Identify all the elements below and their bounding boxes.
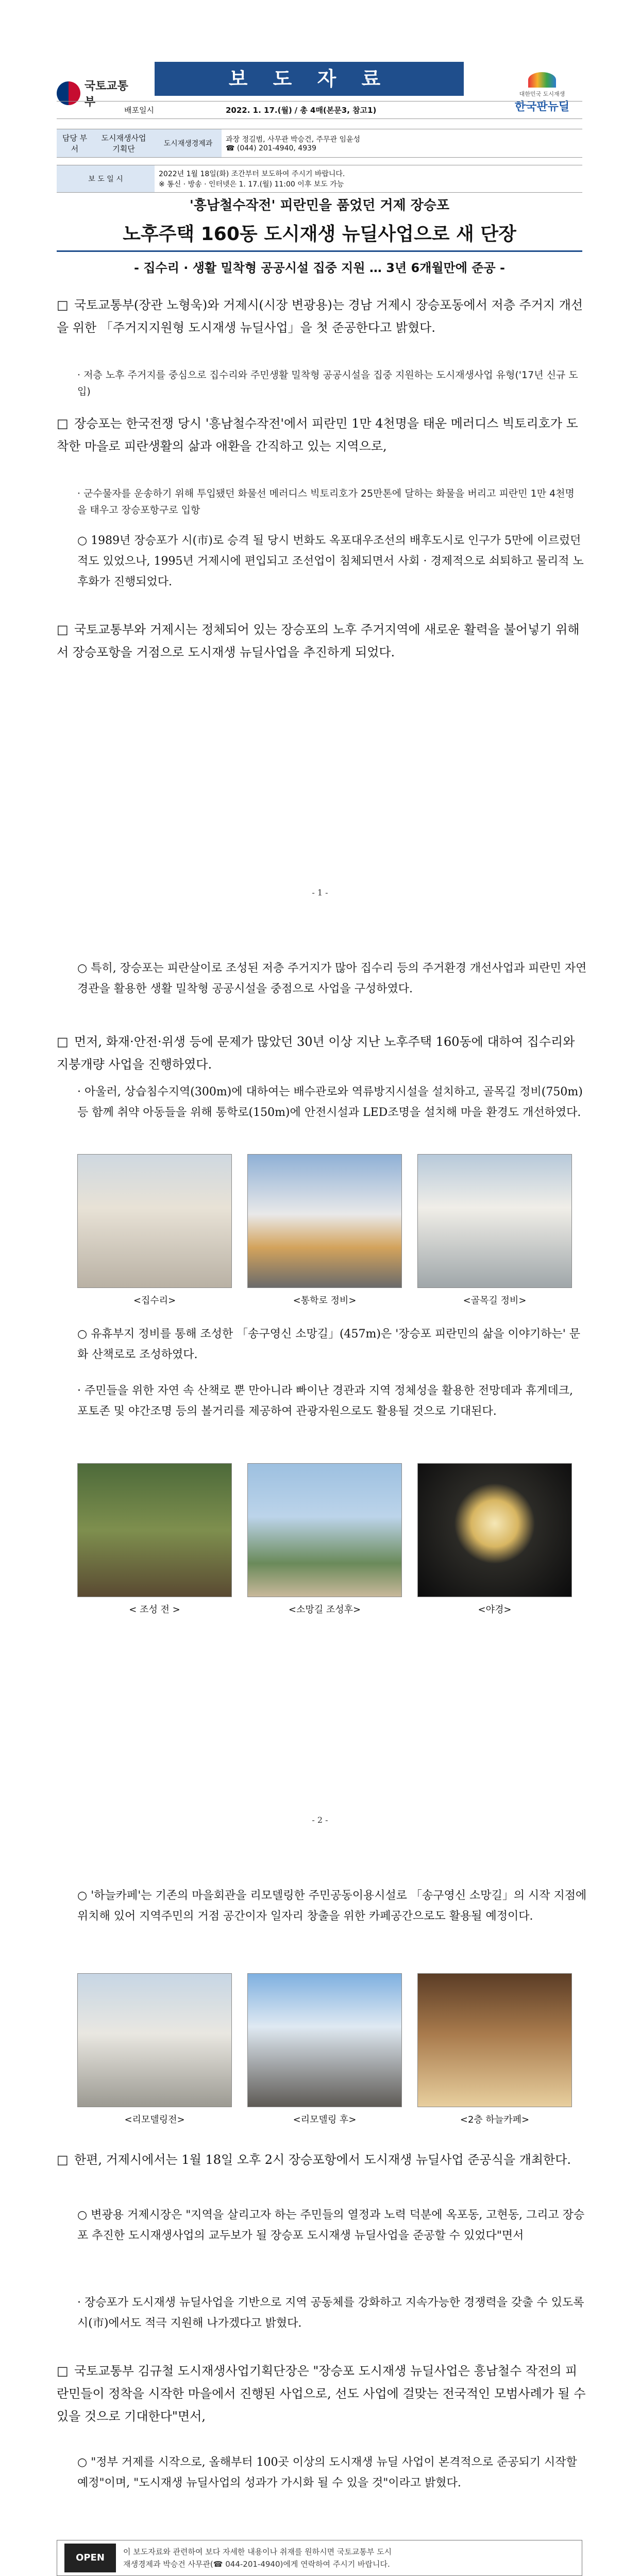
dept-label: 담당 부서 bbox=[57, 129, 93, 158]
photo-school-route bbox=[247, 1154, 402, 1288]
open-license-icon: OPEN bbox=[64, 2544, 116, 2572]
caption-sky-cafe: <2층 하늘카페> bbox=[460, 2114, 530, 2125]
photo-hope-road bbox=[247, 1463, 402, 1597]
note-1: · 저층 노후 주거지를 중심으로 집수리와 주민생활 밀착형 공공시설을 집중 지원하는 도시재생사업 유형('17년 신규 도입) bbox=[77, 369, 578, 397]
caption-before-remodel: <리모델링전> bbox=[124, 2114, 185, 2125]
p3-paragraph-2: □ 한편, 거제시에서는 1월 18일 오후 2시 장승포항에서 도시재생 뉴딜사업 준공식을 개최한다. bbox=[57, 2153, 571, 2167]
photo-alley bbox=[417, 1154, 572, 1288]
paragraph-1: □ 국토교통부(장관 노형욱)와 거제시(시장 변광용)는 경남 거제시 장승포동에서 저층 주거지 개선을 위한 「주거지지원형 도시재생 뉴딜사업」을 첫 준공한다고 밝혔다. bbox=[57, 298, 583, 335]
p2-paragraph-3: · 아울러, 상습침수지역(300m)에 대하여는 배수관로와 역류방지시설을 설치하고, 골목길 정비(750m) 등 함께 취약 아동들을 위해 통학로(150m)에 안전시설과 LED조명을 설치해 마을 환경도 개선하였다. bbox=[77, 1086, 583, 1119]
dept-contacts: 과장 정길범, 사무관 박승건, 주무관 임윤성 ☎ (044) 201-4940, 4939 bbox=[222, 129, 582, 158]
paragraph-3: ○ 1989년 장승포가 시(市)로 승격 될 당시 번화도 옥포대우조선의 배후도시로 인구가 5만에 이르렀던 적도 있었으나, 1995년 거제시에 편입되고 조선업이 침체되면서 사회 · 경제적으로 쇠퇴하고 물리적 노후화가 진행되었다. bbox=[77, 534, 584, 588]
dept-table bbox=[57, 129, 582, 158]
p3-paragraph-4: · 장승포가 도시재생 뉴딜사업을 기반으로 지역 공동체를 강화하고 지속가능한 경쟁력을 갖출 수 있도록 시(市)에서도 적극 지원해 나가겠다고 밝혔다. bbox=[77, 2296, 584, 2330]
headline-main: 노후주택 160동 도시재생 뉴딜사업으로 새 단장 bbox=[123, 224, 516, 245]
new-deal-logo-sub: 대한민국 도시재생 bbox=[519, 91, 565, 97]
p3-paragraph-6: ○ "정부 거제를 시작으로, 올해부터 100곳 이상의 도시재생 뉴딜 사업이 본격적으로 준공되기 시작할 예정"이며, "도시재생 뉴딜사업의 성과가 가시화 될 수 있을 것"이라고 밝혔다. bbox=[77, 2456, 577, 2489]
p2-paragraph-4: ○ 유휴부지 정비를 통해 조성한 「송구영신 소망길」(457m)은 '장승포 피란민의 삶을 이야기하는' 문화 산책로로 조성하였다. bbox=[77, 1328, 581, 1361]
page-number-2: - 2 - bbox=[312, 1815, 328, 1825]
embargo-text: 2022년 1월 18일(화) 조간부터 보도하여 주시기 바랍니다. ※ 통신 · 방송 · 인터넷은 1. 17.(월) 11:00 이후 보도 가능 bbox=[155, 165, 582, 193]
embargo-table bbox=[57, 165, 582, 193]
photo-after-remodel bbox=[247, 1973, 402, 2107]
caption-school-route: <통학로 정비> bbox=[293, 1295, 357, 1306]
dept-name: 도시재생경제과 bbox=[155, 129, 222, 158]
release-date: 2022. 1. 17.(월) / 총 4매(본문3, 참고1) bbox=[222, 101, 582, 119]
headline-rule bbox=[57, 250, 582, 252]
page-3 bbox=[0, 1855, 640, 2576]
dept-unit: 도시재생사업 기획단 bbox=[93, 129, 155, 158]
page-2 bbox=[0, 927, 640, 1834]
caption-after-remodel: <리모델링 후> bbox=[293, 2114, 357, 2125]
release-info-table bbox=[57, 101, 582, 119]
photo-night-view bbox=[417, 1463, 572, 1597]
new-deal-mark-icon bbox=[528, 72, 556, 88]
open-notice: OPEN 이 보도자료와 관련하여 보다 자세한 내용이나 취재를 원하시면 국토교통부 도시 재생경제과 박승건 사무관(☎ 044-201-4940)에게 연락하여 주시기 바랍니다. bbox=[57, 2540, 582, 2576]
sub-headline: - 집수리 · 생활 밀착형 공공시설 집중 지원 … 3년 6개월만에 준공 - bbox=[134, 261, 505, 275]
p2-paragraph-5: · 주민들을 위한 자연 속 산책로 뿐 만아니라 빠이난 경관과 지역 정체성을 활용한 전망데과 휴게데크, 포토존 및 야간조명 등의 볼거리를 제공하여 관광자원으로도 활용될 것으로 기대된다. bbox=[77, 1384, 573, 1418]
headline-small: '흥남철수작전' 피란민을 품었던 거제 장승포 bbox=[189, 198, 450, 213]
caption-hope-road: <소망길 조성후> bbox=[288, 1604, 361, 1615]
ministry-name: 국토교통부 bbox=[84, 80, 128, 109]
p3-paragraph-3: ○ 변광용 거제시장은 "지역을 살리고자 하는 주민들의 열정과 노력 덕분에 옥포동, 고현동, 그리고 장승포 추진한 도시재생사업의 교두보가 될 장승포 도시재생 뉴딜사업을 준공할 수 있었다"면서 bbox=[77, 2209, 585, 2242]
p3-paragraph-1: ○ '하늘카페'는 기존의 마을회관을 리모델링한 주민공동이용시설로 「송구영신 소망길」의 시작 지점에 위치해 있어 지역주민의 거점 공간이자 일자리 창출을 위한 카페공간으로도 활용될 예정이다. bbox=[77, 1889, 587, 1923]
caption-alley: <골목길 정비> bbox=[463, 1295, 527, 1306]
release-label: 배포일시 bbox=[57, 101, 222, 119]
caption-before: < 조성 전 > bbox=[129, 1604, 180, 1615]
doc-type-title: 보 도 자 료 bbox=[155, 62, 464, 96]
caption-house-repair: <집수리> bbox=[133, 1295, 176, 1306]
embargo-label: 보 도 일 시 bbox=[57, 165, 155, 193]
p2-paragraph-2: □ 먼저, 화재·안전·위생 등에 문제가 많았던 30년 이상 지난 노후주택 160동에 대하여 집수리와 지붕개량 사업을 진행하였다. bbox=[57, 1035, 575, 1072]
photo-sky-cafe bbox=[417, 1973, 572, 2107]
photo-before bbox=[77, 1463, 232, 1597]
page-number-1: - 1 - bbox=[312, 888, 328, 897]
p3-paragraph-5: □ 국토교통부 김규철 도시재생사업기획단장은 "장승포 도시재생 뉴딜사업은 흥남철수 작전의 피란민들이 정착을 시작한 마을에서 진행된 사업으로, 선도 사업에 걸맞는 전국적인 모범사례가 될 수 있을 것으로 기대한다"면서, bbox=[57, 2364, 586, 2424]
photo-house-repair bbox=[77, 1154, 232, 1288]
caption-night-view: <야경> bbox=[478, 1604, 512, 1615]
page-1 bbox=[0, 0, 640, 907]
photo-before-remodel bbox=[77, 1973, 232, 2107]
new-deal-logo-main: 한국판뉴딜 bbox=[514, 100, 570, 113]
paragraph-4: □ 국토교통부와 거제시는 정체되어 있는 장승포의 노후 주거지역에 새로운 활력을 불어넣기 위해서 장승포항을 거점으로 도시재생 뉴딜사업을 추진하게 되었다. bbox=[57, 622, 580, 659]
paragraph-2: □ 장승포는 한국전쟁 당시 '흥남철수작전'에서 피란민 1만 4천명을 태운 메러디스 빅토리호가 도착한 마을로 피란생활의 삶과 애환을 간직하고 있는 지역으로, bbox=[57, 416, 578, 453]
note-2: · 군수물자를 운송하기 위해 투입됐던 화물선 메러디스 빅토리호가 25만톤에 달하는 화물을 버리고 피란민 1만 4천명을 태우고 장승포항구로 입항 bbox=[77, 488, 575, 516]
p2-paragraph-1: ○ 특히, 장승포는 피란살이로 조성된 저층 주거지가 많아 집수리 등의 주거환경 개선사업과 피란민 자연경관을 활용한 생활 밀착형 공공시설을 중점으로 사업을 구성하였다. bbox=[77, 962, 587, 995]
